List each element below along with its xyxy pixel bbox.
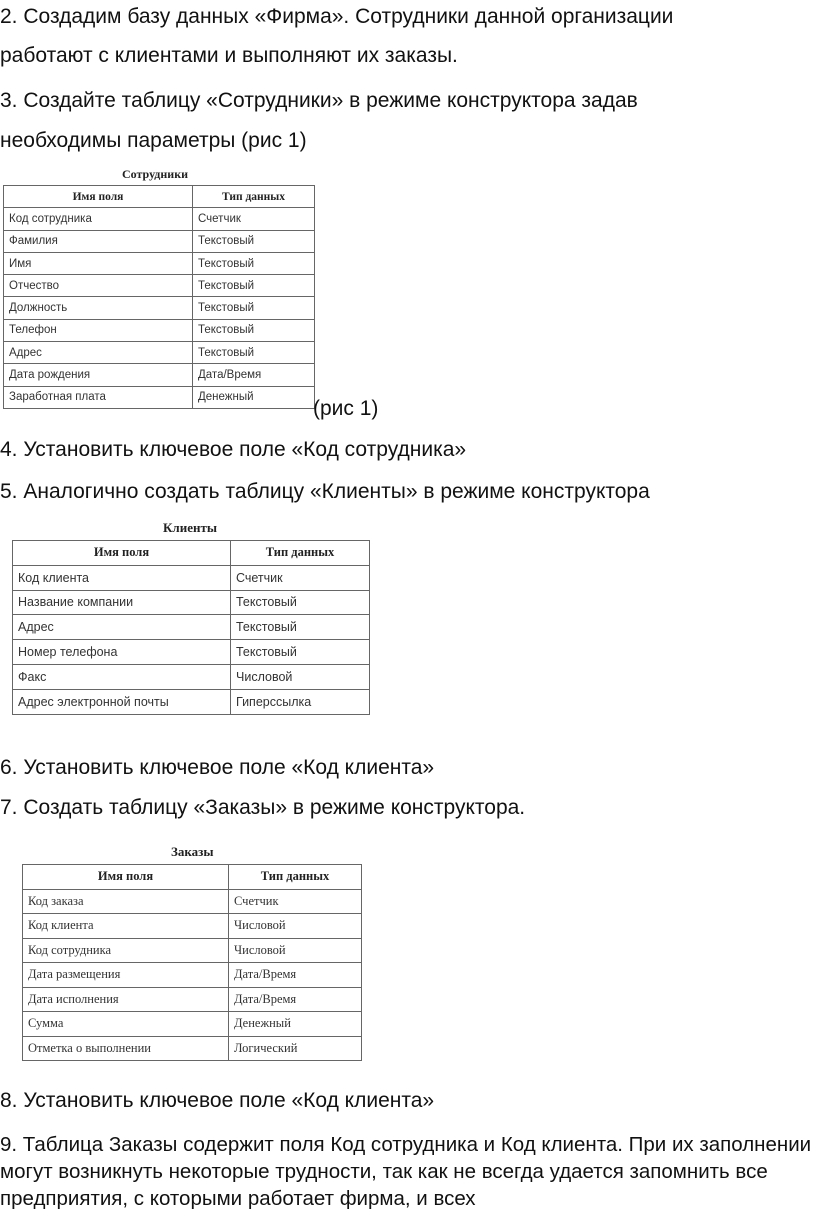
step-4-line: 4. Установить ключевое поле «Код сотрудника» bbox=[0, 438, 467, 461]
clients-fields-table bbox=[12, 540, 370, 715]
data-type-cell: Счетчик bbox=[229, 889, 362, 914]
table-row bbox=[4, 319, 315, 341]
data-type-cell: Денежный bbox=[193, 386, 315, 408]
table-row bbox=[4, 297, 315, 319]
data-type-cell: Текстовый bbox=[193, 275, 315, 297]
table-row bbox=[4, 230, 315, 252]
field-name-cell: Заработная плата bbox=[4, 386, 193, 408]
step-2-line-1: 2. Создадим базу данных «Фирма». Сотрудники данной организации bbox=[0, 5, 674, 28]
column-header-data-type: Тип данных bbox=[231, 541, 370, 566]
table-row bbox=[13, 590, 370, 615]
field-name-cell: Код заказа bbox=[23, 889, 229, 914]
data-type-cell: Текстовый bbox=[231, 640, 370, 665]
field-name-cell: Адрес электронной почты bbox=[13, 689, 231, 714]
table-row bbox=[23, 987, 362, 1012]
data-type-cell: Счетчик bbox=[193, 208, 315, 230]
field-name-cell: Имя bbox=[4, 252, 193, 274]
data-type-cell: Денежный bbox=[229, 1012, 362, 1037]
step-8-line: 8. Установить ключевое поле «Код клиента» bbox=[0, 1089, 435, 1112]
field-name-cell: Код сотрудника bbox=[23, 938, 229, 963]
data-type-cell: Числовой bbox=[229, 938, 362, 963]
data-type-cell: Текстовый bbox=[193, 252, 315, 274]
field-name-cell: Номер телефона bbox=[13, 640, 231, 665]
data-type-cell: Текстовый bbox=[193, 297, 315, 319]
data-type-cell: Текстовый bbox=[193, 230, 315, 252]
field-name-cell: Адрес bbox=[13, 615, 231, 640]
data-type-cell: Текстовый bbox=[193, 342, 315, 364]
step-2-line-2: работают с клиентами и выполняют их заказы. bbox=[0, 44, 458, 67]
table-row bbox=[4, 275, 315, 297]
field-name-cell: Сумма bbox=[23, 1012, 229, 1037]
data-type-cell: Гиперссылка bbox=[231, 689, 370, 714]
data-type-cell: Дата/Время bbox=[193, 364, 315, 386]
step-3-line-2: необходимы параметры (рис 1) bbox=[0, 129, 307, 152]
step-9-paragraph: 9. Таблица Заказы содержит поля Код сотрудника и Код клиента. При их заполнении могут возникнуть некоторые трудности, так как не всегда удается запомнить все предприятия, с которыми работает фирма, и всех bbox=[0, 1133, 812, 1210]
table-row bbox=[23, 889, 362, 914]
data-type-cell: Дата/Время bbox=[229, 987, 362, 1012]
data-type-cell: Числовой bbox=[231, 664, 370, 689]
table-row bbox=[4, 364, 315, 386]
table-row bbox=[4, 342, 315, 364]
field-name-cell: Телефон bbox=[4, 319, 193, 341]
field-name-cell: Дата исполнения bbox=[23, 987, 229, 1012]
data-type-cell: Текстовый bbox=[231, 615, 370, 640]
column-header-data-type: Тип данных bbox=[229, 865, 362, 890]
step-5-line: 5. Аналогично создать таблицу «Клиенты» в режиме конструктора bbox=[0, 480, 650, 503]
table-row bbox=[4, 208, 315, 230]
field-name-cell: Фамилия bbox=[4, 230, 193, 252]
field-name-cell: Название компании bbox=[13, 590, 231, 615]
table-row bbox=[23, 914, 362, 939]
employees-fields-table bbox=[3, 185, 315, 409]
step-6-line: 6. Установить ключевое поле «Код клиента» bbox=[0, 756, 435, 779]
table-row bbox=[23, 1036, 362, 1061]
field-name-cell: Отчество bbox=[4, 275, 193, 297]
table-row bbox=[23, 1012, 362, 1037]
data-type-cell: Текстовый bbox=[193, 319, 315, 341]
data-type-cell: Текстовый bbox=[231, 590, 370, 615]
figure-caption: (рис 1) bbox=[313, 397, 379, 420]
table-row bbox=[23, 938, 362, 963]
data-type-cell: Числовой bbox=[229, 914, 362, 939]
field-name-cell: Дата размещения bbox=[23, 963, 229, 988]
field-name-cell: Должность bbox=[4, 297, 193, 319]
data-type-cell: Дата/Время bbox=[229, 963, 362, 988]
field-name-cell: Отметка о выполнении bbox=[23, 1036, 229, 1061]
employees-table-title: Сотрудники bbox=[122, 167, 189, 181]
field-name-cell: Дата рождения bbox=[4, 364, 193, 386]
table-row bbox=[23, 963, 362, 988]
column-header-field-name: Имя поля bbox=[23, 865, 229, 890]
table-row bbox=[13, 689, 370, 714]
clients-table-title: Клиенты bbox=[163, 520, 218, 535]
table-header-row bbox=[4, 186, 315, 208]
table-row bbox=[4, 252, 315, 274]
table-header-row bbox=[23, 865, 362, 890]
field-name-cell: Код клиента bbox=[13, 565, 231, 590]
table-row bbox=[13, 640, 370, 665]
table-row bbox=[13, 615, 370, 640]
field-name-cell: Код клиента bbox=[23, 914, 229, 939]
column-header-data-type: Тип данных bbox=[193, 186, 315, 208]
table-header-row bbox=[13, 541, 370, 566]
column-header-field-name: Имя поля bbox=[4, 186, 193, 208]
field-name-cell: Адрес bbox=[4, 342, 193, 364]
table-row bbox=[13, 664, 370, 689]
step-3-line-1: 3. Создайте таблицу «Сотрудники» в режиме конструктора задав bbox=[0, 89, 638, 112]
orders-fields-table bbox=[22, 864, 362, 1061]
orders-table-title: Заказы bbox=[171, 844, 214, 859]
step-7-line: 7. Создать таблицу «Заказы» в режиме конструктора. bbox=[0, 796, 526, 819]
table-row bbox=[13, 565, 370, 590]
column-header-field-name: Имя поля bbox=[13, 541, 231, 566]
data-type-cell: Логический bbox=[229, 1036, 362, 1061]
table-row bbox=[4, 386, 315, 408]
field-name-cell: Факс bbox=[13, 664, 231, 689]
data-type-cell: Счетчик bbox=[231, 565, 370, 590]
field-name-cell: Код сотрудника bbox=[4, 208, 193, 230]
